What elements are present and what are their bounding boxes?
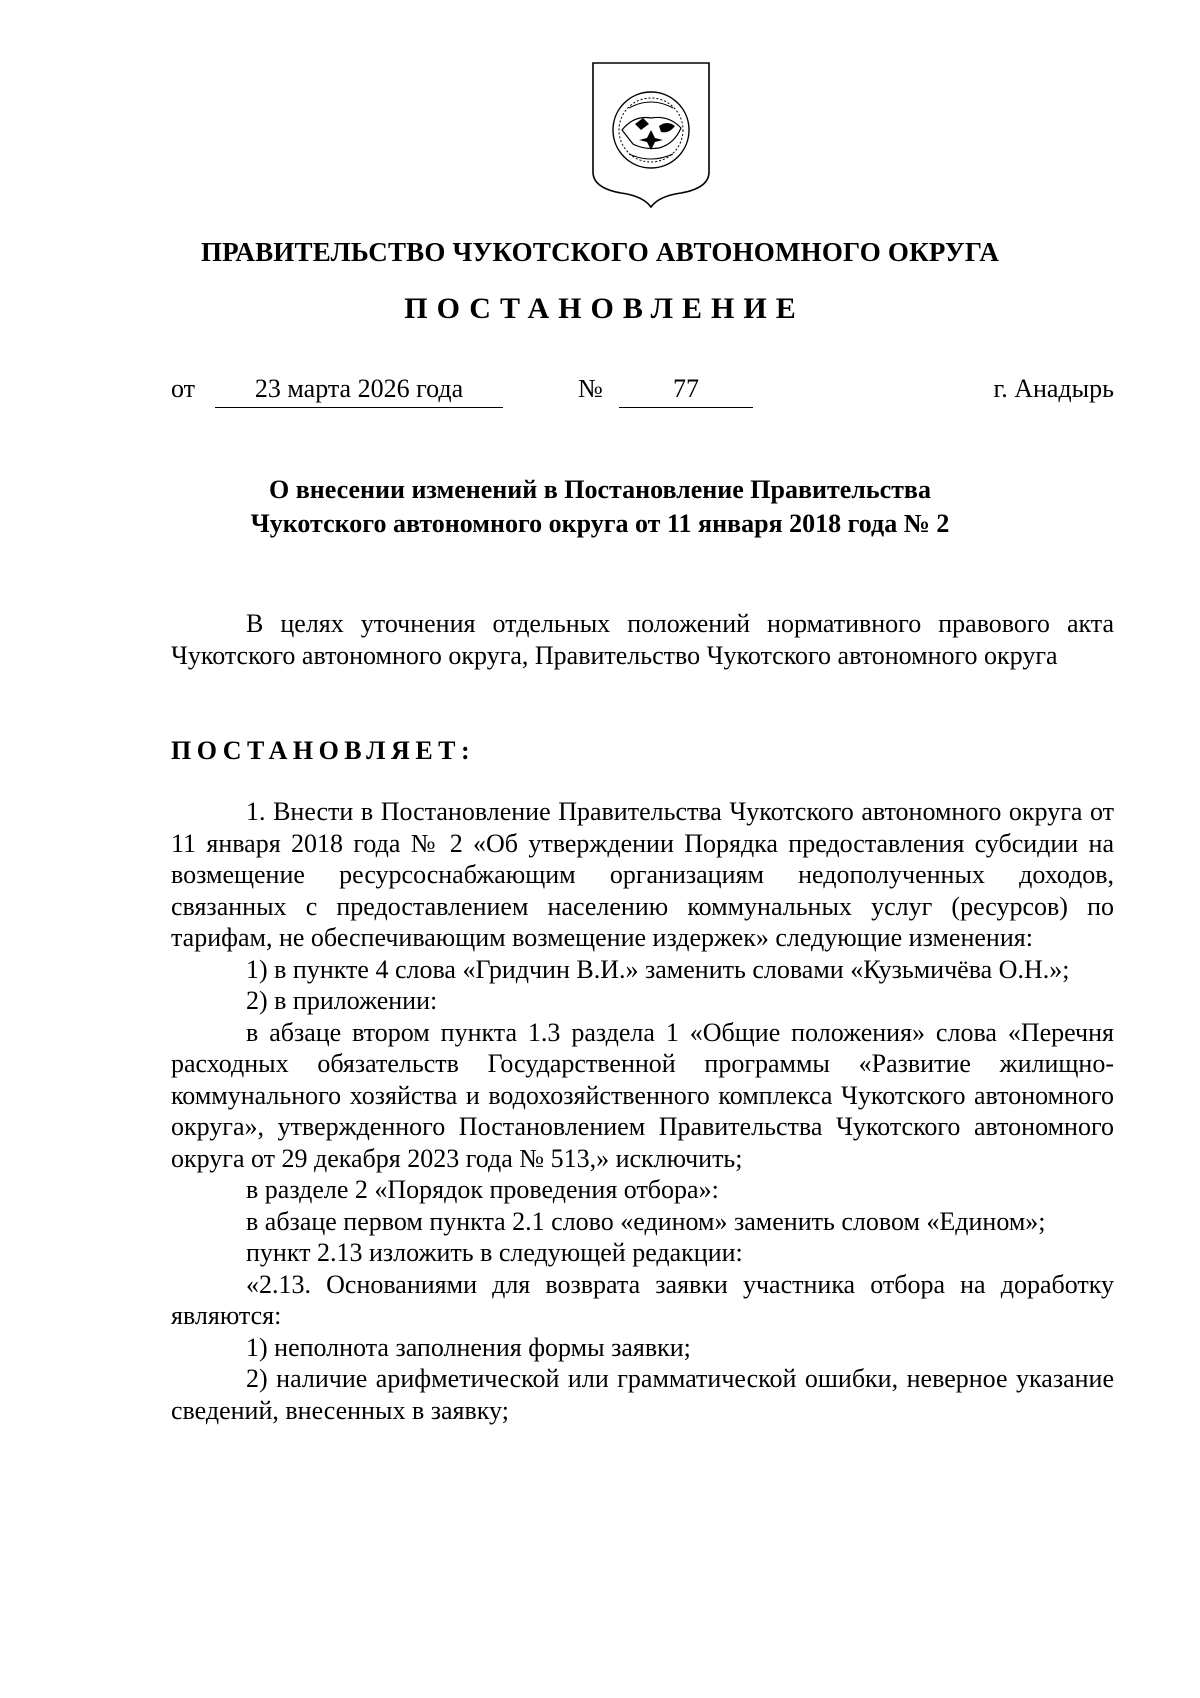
document-body	[171, 796, 1114, 1426]
body-paragraph: 2) в приложении:	[246, 986, 438, 1015]
document-number: 77	[619, 373, 753, 408]
body-paragraph: 2) наличие арифметической или грамматической ошибки, неверное указание сведений, внесенных в заявку;	[171, 1364, 1114, 1425]
body-paragraph: в разделе 2 «Порядок проведения отбора»:	[246, 1175, 719, 1204]
body-paragraph: в абзаце первом пункта 2.1 слово «едином» заменить словом «Едином»;	[246, 1206, 1046, 1236]
number-label: №	[578, 374, 603, 403]
body-paragraph: «2.13. Основаниями для возврата заявки участника отбора на доработку являются:	[171, 1269, 1114, 1330]
body-paragraph: пункт 2.13 изложить в следующей редакции:	[246, 1238, 743, 1267]
body-paragraph: 1) в пункте 4 слова «Гридчин В.И.» заменить словами «Кузьмичёва О.Н.»;	[246, 954, 1070, 984]
preamble	[171, 608, 1114, 671]
subject-line: О внесении изменений в Постановление Правительства	[269, 475, 931, 504]
decree-heading: ПОСТАНОВЛЯЕТ:	[171, 736, 476, 765]
document-date: 23 марта 2026 года	[215, 373, 503, 408]
document-type: ПОСТАНОВЛЕНИЕ	[404, 292, 805, 325]
subject-line: Чукотского автономного округа от 11 января 2018 года № 2	[250, 509, 950, 538]
body-paragraph: в абзаце втором пункта 1.3 раздела 1 «Общие положения» слова «Перечня расходных обязательств Государственной программы «Развитие жилищно-коммунального хозяйства и водохозяйственного комплекса Чукотского автономного округа», утвержденного Постановлением Правительства Чукотского автономного округа от 29 декабря 2023 года № 513,» исключить;	[171, 1017, 1114, 1173]
body-paragraph: 1. Внести в Постановление Правительства Чукотского автономного округа от 11 января 2018 года № 2 «Об утверждении Порядка предоставления субсидии на возмещение ресурсоснабжающим организациям недополученных доходов, связанных с предоставлением населению коммунальных услуг (ресурсов) по тарифам, не обеспечивающим возмещение издержек» следующие изменения:	[171, 797, 1114, 952]
body-paragraph: 1) неполнота заполнения формы заявки;	[246, 1332, 691, 1362]
document-city: г. Анадырь	[993, 374, 1114, 403]
organization-title: ПРАВИТЕЛЬСТВО ЧУКОТСКОГО АВТОНОМНОГО ОКРУГА	[200, 237, 1000, 267]
coat-of-arms-icon	[589, 60, 713, 208]
preamble-paragraph: В целях уточнения отдельных положений нормативного правового акта Чукотского автономного округа, Правительство Чукотского автономного округа	[171, 609, 1114, 670]
document-meta	[171, 373, 1114, 413]
document-subject	[0, 473, 1200, 541]
date-label: от	[171, 374, 196, 403]
